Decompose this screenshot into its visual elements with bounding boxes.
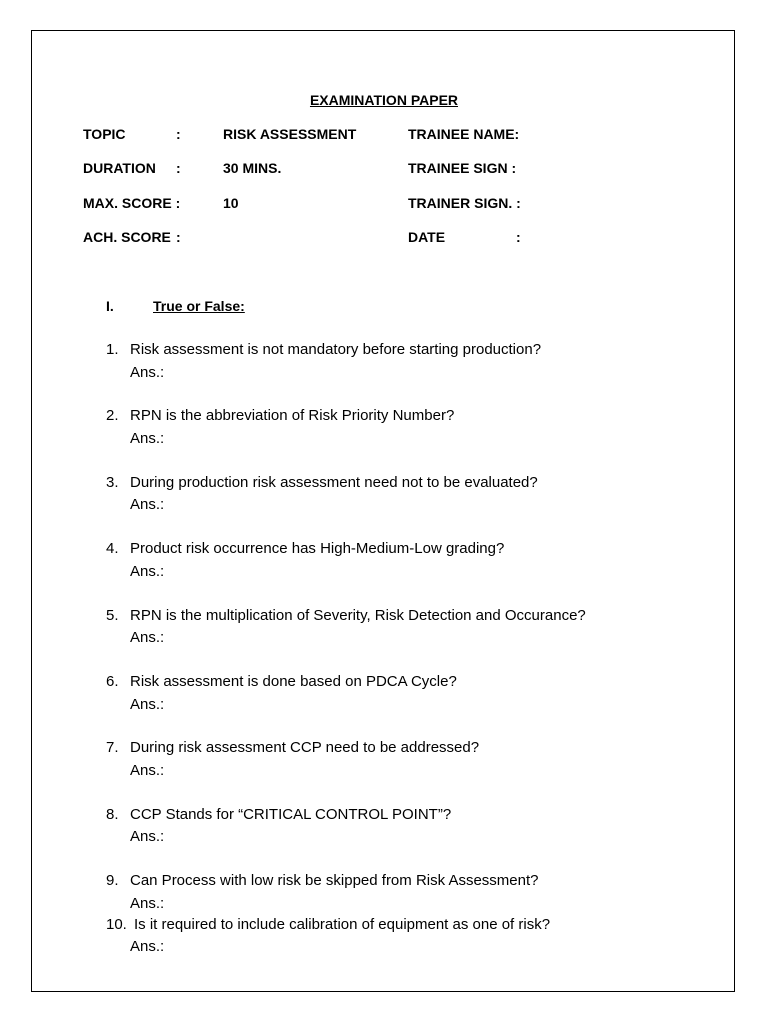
trainee-sign-label: TRAINEE SIGN : <box>408 160 517 176</box>
max-score-label: MAX. SCORE : <box>83 195 181 211</box>
question-text: Is it required to include calibration of equipment as one of risk? <box>134 916 551 933</box>
section-title: True or False: <box>153 298 245 314</box>
question-number: 8. <box>106 806 119 823</box>
question-number: 10. <box>106 916 127 933</box>
answer-label: Ans.: <box>130 762 165 779</box>
question-number: 4. <box>106 540 119 557</box>
question-number: 2. <box>106 407 119 424</box>
question-number: 9. <box>106 872 119 889</box>
ach-score-label: ACH. SCORE <box>83 229 171 245</box>
answer-label: Ans.: <box>130 938 165 955</box>
question-number: 1. <box>106 341 119 358</box>
answer-label: Ans.: <box>130 563 165 580</box>
question-text: Risk assessment is not mandatory before starting production? <box>130 341 542 358</box>
trainer-sign-label: TRAINER SIGN. : <box>408 195 521 211</box>
question-text: During risk assessment CCP need to be addressed? <box>130 739 480 756</box>
answer-label: Ans.: <box>130 364 165 381</box>
trainee-name-label: TRAINEE NAME: <box>408 126 520 142</box>
question-text: Can Process with low risk be skipped from Risk Assessment? <box>130 872 539 889</box>
date-label: DATE <box>408 229 446 245</box>
question-text: Product risk occurrence has High-Medium-Low grading? <box>130 540 505 557</box>
duration-colon: : <box>176 160 181 176</box>
answer-label: Ans.: <box>130 496 165 513</box>
question-number: 7. <box>106 739 119 756</box>
duration-label: DURATION <box>83 160 156 176</box>
topic-colon: : <box>176 126 181 142</box>
question-number: 5. <box>106 607 119 624</box>
max-score-value: 10 <box>223 195 239 211</box>
answer-label: Ans.: <box>130 895 165 912</box>
answer-label: Ans.: <box>130 430 165 447</box>
question-number: 6. <box>106 673 119 690</box>
answer-label: Ans.: <box>130 828 165 845</box>
question-text: RPN is the multiplication of Severity, Risk Detection and Occurance? <box>130 607 586 624</box>
question-text: Risk assessment is done based on PDCA Cycle? <box>130 673 457 690</box>
answer-label: Ans.: <box>130 629 165 646</box>
topic-value: RISK ASSESSMENT <box>223 126 357 142</box>
question-text: During production risk assessment need not to be evaluated? <box>130 474 538 491</box>
ach-score-colon: : <box>176 229 181 245</box>
question-number: 3. <box>106 474 119 491</box>
duration-value: 30 MINS. <box>223 160 282 176</box>
answer-label: Ans.: <box>130 696 165 713</box>
question-text: RPN is the abbreviation of Risk Priority Number? <box>130 407 455 424</box>
page-title: EXAMINATION PAPER <box>309 92 459 108</box>
section-number: I. <box>106 298 114 314</box>
question-text: CCP Stands for “CRITICAL CONTROL POINT”? <box>130 806 452 823</box>
topic-label: TOPIC <box>83 126 126 142</box>
date-colon: : <box>516 229 521 245</box>
